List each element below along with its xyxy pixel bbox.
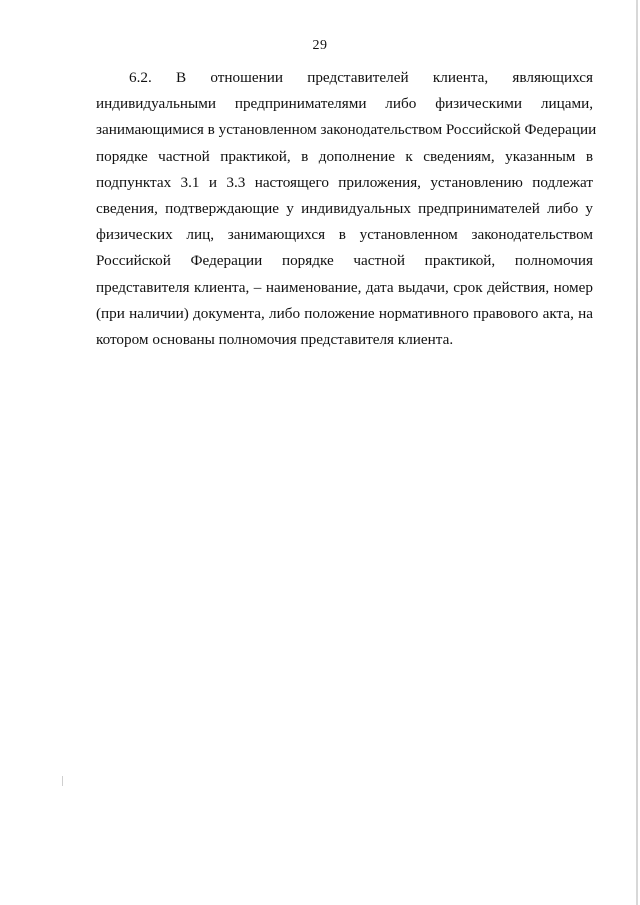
scan-speck xyxy=(62,776,63,786)
page-number: 29 xyxy=(312,38,328,53)
paragraph-line: представителя клиента, – наименование, дата выдачи, срок действия, номер xyxy=(96,278,593,296)
paragraph-line: Российской Федерации порядке частной практикой, полномочия xyxy=(96,252,593,270)
paragraph-6-2 xyxy=(96,65,597,353)
paragraph-line: порядке частной практикой, в дополнение к сведениям, указанным в xyxy=(96,147,593,165)
paragraph-line: сведения, подтверждающие у индивидуальных предпринимателей либо у xyxy=(96,200,593,218)
paragraph-line: занимающимися в установленном законодательством Российской Федерации xyxy=(96,121,597,139)
paragraph-line: подпунктах 3.1 и 3.3 настоящего приложения, установлению подлежат xyxy=(96,173,593,191)
paragraph-line: котором основаны полномочия представителя клиента. xyxy=(96,331,454,349)
paragraph-line: (при наличии) документа, либо положение нормативного правового акта, на xyxy=(96,304,593,322)
paragraph-line: физических лиц, занимающихся в установленном законодательством xyxy=(96,226,593,244)
paragraph-line: индивидуальными предпринимателями либо физическими лицами, xyxy=(96,95,593,113)
paragraph-line: 6.2. В отношении представителей клиента, являющихся xyxy=(129,69,593,86)
scan-edge-shadow xyxy=(636,0,638,905)
